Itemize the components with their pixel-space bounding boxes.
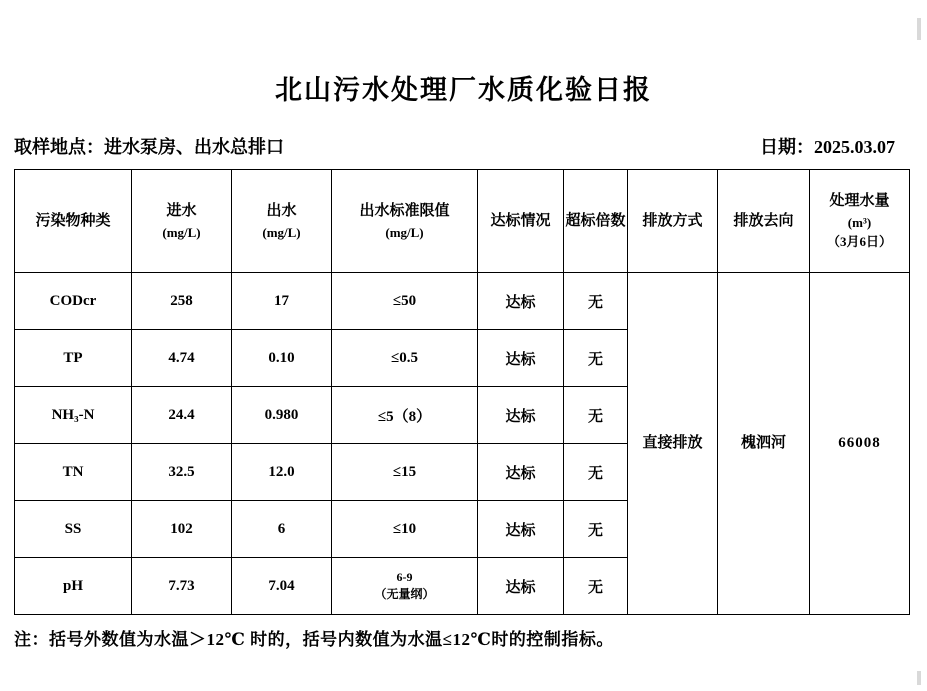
header-treated-volume-unit: (m³)	[847, 214, 872, 230]
cell-effluent: 12.0	[232, 444, 332, 501]
header-discharge-method	[628, 170, 718, 273]
header-discharge-method-label: 排放方式	[642, 212, 703, 229]
meta-row	[14, 133, 913, 159]
header-pollutant-label: 污染物种类	[35, 212, 111, 229]
cell-standard-ph-note: （无量纲）	[374, 587, 435, 601]
cell-standard: ≤50	[332, 273, 478, 330]
cell-pollutant: TP	[15, 330, 132, 387]
scrollbar-mark-top	[917, 18, 921, 40]
cell-effluent: 0.980	[232, 387, 332, 444]
cell-standard: ≤0.5	[332, 330, 478, 387]
header-treated-volume	[810, 170, 910, 273]
header-compliance-label: 达标情况	[490, 212, 551, 229]
header-pollutant	[15, 170, 132, 273]
header-standard-unit: (mg/L)	[385, 224, 424, 240]
table-row	[15, 273, 910, 330]
cell-standard: ≤10	[332, 501, 478, 558]
cell-effluent: 0.10	[232, 330, 332, 387]
cell-standard: ≤15	[332, 444, 478, 501]
cell-compliance: 达标	[478, 273, 564, 330]
header-standard-label: 出水标准限值	[359, 203, 450, 219]
cell-effluent: 6	[232, 501, 332, 558]
cell-exceed: 无	[564, 387, 628, 444]
cell-effluent: 7.04	[232, 558, 332, 615]
cell-influent: 102	[132, 501, 232, 558]
cell-influent: 4.74	[132, 330, 232, 387]
header-discharge-destination	[718, 170, 810, 273]
sampling-location: 取样地点：进水泵房、出水总排口	[14, 137, 284, 157]
page-title: 北山污水处理厂水质化验日报	[275, 75, 652, 106]
cell-exceed: 无	[564, 330, 628, 387]
header-effluent-label: 出水	[266, 203, 297, 219]
header-effluent-unit: (mg/L)	[262, 224, 301, 240]
header-influent-label: 进水	[166, 203, 197, 219]
header-standard	[332, 170, 478, 273]
cell-exceed: 无	[564, 558, 628, 615]
cell-pollutant: NH₃-N	[15, 387, 132, 444]
header-effluent	[232, 170, 332, 273]
header-discharge-destination-label: 排放去向	[733, 212, 794, 229]
cell-pollutant: SS	[15, 501, 132, 558]
cell-pollutant: pH	[15, 558, 132, 615]
cell-pollutant: TN	[15, 444, 132, 501]
cell-discharge-method: 直接排放	[628, 273, 718, 615]
water-quality-table	[14, 169, 910, 615]
cell-standard-ph	[332, 558, 478, 615]
cell-influent: 7.73	[132, 558, 232, 615]
cell-exceed: 无	[564, 501, 628, 558]
header-exceed-times-label: 超标倍数	[565, 212, 626, 229]
cell-exceed: 无	[564, 273, 628, 330]
cell-effluent: 17	[232, 273, 332, 330]
header-treated-volume-label: 处理水量	[829, 193, 890, 210]
cell-exceed: 无	[564, 444, 628, 501]
cell-compliance: 达标	[478, 330, 564, 387]
cell-standard-ph-range: 6-9	[396, 570, 413, 584]
report-date: 日期：2025.03.07	[760, 137, 895, 157]
cell-treated-volume: 66008	[810, 273, 910, 615]
cell-compliance: 达标	[478, 558, 564, 615]
cell-compliance: 达标	[478, 444, 564, 501]
cell-pollutant: CODcr	[15, 273, 132, 330]
cell-discharge-destination: 槐泗河	[718, 273, 810, 615]
scrollbar-mark-bottom	[917, 671, 921, 685]
header-influent-unit: (mg/L)	[162, 224, 201, 240]
table-header-row	[15, 170, 910, 273]
header-treated-volume-date: （3月6日）	[826, 234, 892, 250]
cell-compliance: 达标	[478, 387, 564, 444]
cell-influent: 258	[132, 273, 232, 330]
header-compliance	[478, 170, 564, 273]
cell-compliance: 达标	[478, 501, 564, 558]
cell-influent: 24.4	[132, 387, 232, 444]
header-influent	[132, 170, 232, 273]
cell-influent: 32.5	[132, 444, 232, 501]
cell-standard: ≤5（8）	[332, 387, 478, 444]
header-exceed-times	[564, 170, 628, 273]
footnote: 注：括号外数值为水温＞12℃ 时的，括号内数值为水温≤12℃时的控制指标。	[14, 630, 614, 649]
